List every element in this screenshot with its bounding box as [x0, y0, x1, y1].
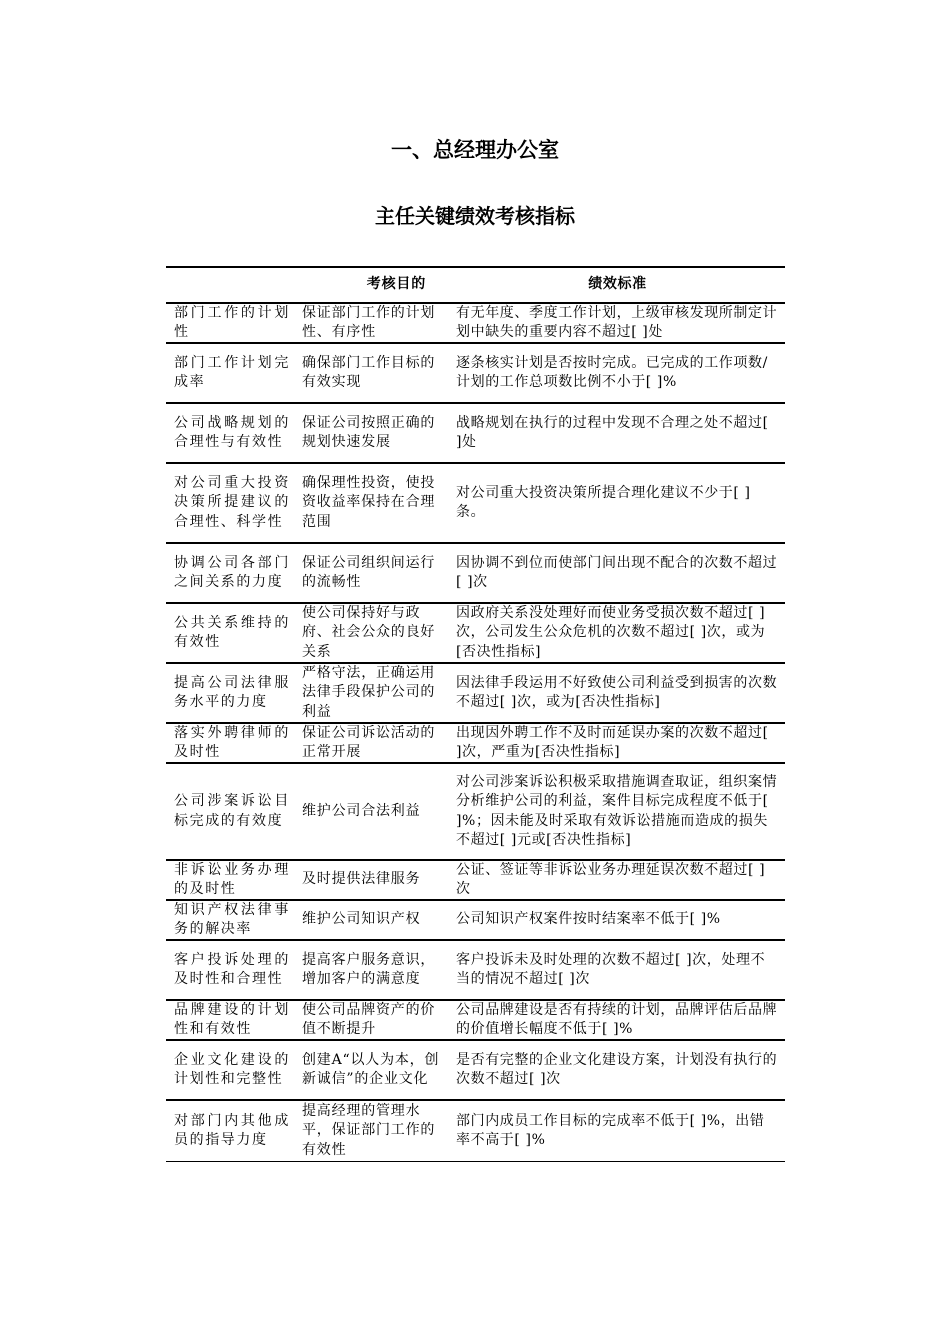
purpose-cell — [296, 464, 448, 542]
indicator-cell-text: 提高公司法律服务水平的力度 — [174, 674, 290, 710]
indicator-cell — [166, 344, 296, 402]
table-row — [166, 404, 785, 464]
indicator-cell — [166, 304, 296, 342]
table-row — [166, 1001, 785, 1041]
standard-cell-text: 因政府关系没处理好而使业务受损次数不超过[ ]次，公司发生公众危机的次数不超过[ ]次，或为[否决性指标] — [456, 604, 766, 660]
standard-cell — [448, 764, 785, 859]
purpose-cell — [296, 664, 448, 722]
table-row — [166, 464, 785, 544]
purpose-cell — [296, 941, 448, 999]
standard-cell-text: 逐条核实计划是否按时完成。已完成的工作项数/计划的工作总项数比例不小于[ ]% — [456, 354, 768, 390]
purpose-cell — [296, 1041, 448, 1099]
standard-cell-text: 是否有完整的企业文化建设方案，计划没有执行的次数不超过[ ]次 — [456, 1051, 778, 1087]
standard-cell — [448, 861, 785, 899]
standard-cell-text: 客户投诉未及时处理的次数不超过[ ]次，处理不当的情况不超过[ ]次 — [456, 951, 766, 987]
table-row — [166, 941, 785, 1001]
page-subtitle: 主任关键绩效考核指标 — [375, 204, 575, 228]
purpose-cell — [296, 404, 448, 462]
purpose-cell-text: 确保部门工作目标的有效实现 — [302, 354, 436, 390]
table-row — [166, 304, 785, 344]
indicator-cell-text: 客户投诉处理的及时性和合理性 — [174, 951, 290, 987]
indicator-cell — [166, 464, 296, 542]
indicator-cell-text: 公共关系维持的有效性 — [174, 614, 290, 650]
purpose-cell-text: 确保理性投资，使投资收益率保持在合理范围 — [302, 474, 436, 530]
indicator-cell — [166, 901, 296, 939]
standard-cell-text: 因法律手段运用不好致使公司利益受到损害的次数不超过[ ]次，或为[否决性指标] — [456, 674, 778, 710]
kpi-table — [166, 266, 785, 1162]
purpose-cell-text: 使公司品牌资产的价值不断提升 — [302, 1001, 436, 1037]
indicator-cell-text: 品牌建设的计划性和有效性 — [174, 1001, 290, 1037]
indicator-cell-text: 对公司重大投资决策所提建议的合理性、科学性 — [174, 474, 290, 530]
standard-cell-text: 对公司重大投资决策所提合理化建议不少于[ ]条。 — [456, 484, 751, 520]
table-row — [166, 724, 785, 764]
purpose-cell-text: 提高经理的管理水平，保证部门工作的有效性 — [302, 1102, 436, 1158]
indicator-cell-text: 企业文化建设的计划性和完整性 — [174, 1051, 290, 1087]
purpose-cell — [296, 724, 448, 762]
header-cell-purpose: 考核目的 — [366, 276, 426, 293]
indicator-cell — [166, 941, 296, 999]
indicator-cell-text: 非诉讼业务办理的及时性 — [174, 861, 290, 897]
purpose-cell-text: 保证公司按照正确的规划快速发展 — [302, 414, 436, 450]
purpose-cell — [296, 1001, 448, 1039]
indicator-cell — [166, 1101, 296, 1161]
standard-cell — [448, 901, 785, 939]
standard-cell — [448, 941, 785, 999]
standard-cell-text: 公证、签证等非诉讼业务办理延误次数不超过[ ]次 — [456, 861, 766, 897]
indicator-cell-text: 公司涉案诉讼目标完成的有效度 — [174, 793, 290, 829]
purpose-cell-text: 维护公司合法利益 — [302, 802, 421, 819]
standard-cell — [448, 304, 785, 342]
purpose-cell-text: 创建A“以人为本，创新诚信”的企业文化 — [302, 1051, 440, 1087]
purpose-cell-text: 提高客户服务意识，增加客户的满意度 — [302, 951, 436, 987]
standard-cell — [448, 1041, 785, 1099]
indicator-cell — [166, 544, 296, 602]
standard-cell — [448, 464, 785, 542]
indicator-cell-text: 知识产权法律事务的解决率 — [174, 901, 290, 937]
table-row — [166, 604, 785, 664]
standard-cell-text: 公司知识产权案件按时结案率不低于[ ]% — [456, 911, 721, 928]
indicator-cell — [166, 1041, 296, 1099]
indicator-cell-text: 落实外聘律师的及时性 — [174, 724, 290, 760]
purpose-cell-text: 及时提供法律服务 — [302, 871, 421, 888]
indicator-cell-text: 部门工作计划完成率 — [174, 354, 290, 390]
standard-cell — [448, 664, 785, 722]
purpose-cell — [296, 901, 448, 939]
standard-cell — [448, 544, 785, 602]
purpose-cell-text: 保证公司诉讼活动的正常开展 — [302, 724, 436, 760]
purpose-cell — [296, 861, 448, 899]
purpose-cell — [296, 304, 448, 342]
standard-cell-text: 公司品牌建设是否有持续的计划，品牌评估后品牌的价值增长幅度不低于[ ]% — [456, 1001, 778, 1037]
page-title: 一、总经理办公室 — [391, 138, 559, 162]
purpose-cell-text: 维护公司知识产权 — [302, 911, 421, 928]
indicator-cell — [166, 764, 296, 859]
standard-cell-text: 出现因外聘工作不及时而延误办案的次数不超过[ ]次，严重为[否决性指标] — [456, 724, 769, 760]
table-row — [166, 344, 785, 404]
indicator-cell — [166, 604, 296, 662]
indicator-cell — [166, 1001, 296, 1039]
table-row — [166, 861, 785, 901]
purpose-cell — [296, 344, 448, 402]
standard-cell-text: 有无年度、季度工作计划，上级审核发现所制定计划中缺失的重要内容不超过[ ]处 — [456, 304, 778, 340]
purpose-cell — [296, 544, 448, 602]
purpose-cell — [296, 1101, 448, 1161]
purpose-cell-text: 保证公司组织间运行的流畅性 — [302, 554, 436, 590]
indicator-cell-text: 对部门内其他成员的指导力度 — [174, 1112, 290, 1148]
indicator-cell-text: 公司战略规划的合理性与有效性 — [174, 414, 290, 450]
purpose-cell — [296, 604, 448, 662]
standard-cell — [448, 1101, 785, 1161]
table-row — [166, 1041, 785, 1101]
purpose-cell-text: 保证部门工作的计划性、有序性 — [302, 304, 436, 340]
standard-cell-text: 战略规划在执行的过程中发现不合理之处不超过[ ]处 — [456, 414, 769, 450]
table-row — [166, 901, 785, 941]
indicator-cell — [166, 861, 296, 899]
purpose-cell — [296, 764, 448, 859]
purpose-cell-text: 使公司保持好与政府、社会公众的良好关系 — [302, 604, 436, 660]
table-row — [166, 664, 785, 724]
standard-cell-text: 对公司涉案诉讼积极采取措施调查取证，组织案情分析维护公司的利益，案件目标完成程度不低于[ ]%；因未能及时采取有效诉讼措施而造成的损失不超过[ ]元或[否决性指标] — [456, 773, 778, 848]
table-row — [166, 1101, 785, 1161]
standard-cell-text: 因协调不到位而使部门间出现不配合的次数不超过[ ]次 — [456, 554, 778, 590]
standard-cell — [448, 604, 785, 662]
standard-cell-text: 部门内成员工作目标的完成率不低于[ ]%，出错率不高于[ ]% — [456, 1112, 765, 1148]
indicator-cell — [166, 724, 296, 762]
header-cell-standard: 绩效标准 — [588, 276, 647, 293]
standard-cell — [448, 404, 785, 462]
standard-cell — [448, 1001, 785, 1039]
table-row — [166, 764, 785, 861]
standard-cell — [448, 344, 785, 402]
indicator-cell-text: 协调公司各部门之间关系的力度 — [174, 554, 290, 590]
table-row — [166, 544, 785, 604]
standard-cell — [448, 724, 785, 762]
purpose-cell-text: 严格守法，正确运用法律手段保护公司的利益 — [302, 664, 436, 720]
indicator-cell-text: 部门工作的计划性 — [174, 304, 290, 340]
table-header-row — [166, 268, 785, 304]
indicator-cell — [166, 664, 296, 722]
indicator-cell — [166, 404, 296, 462]
